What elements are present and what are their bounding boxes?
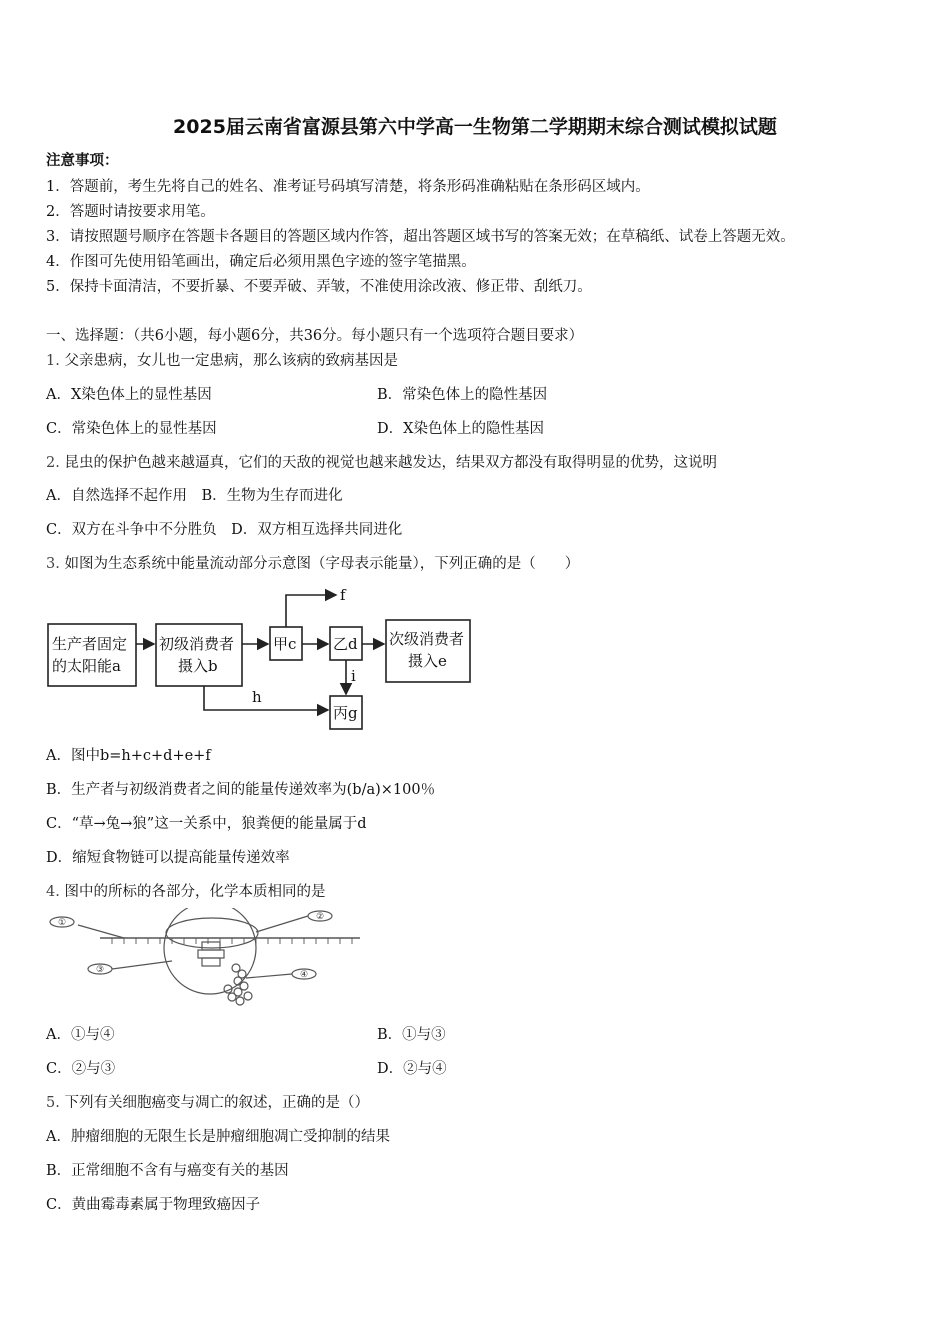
q4-option-d: D．②与④: [377, 1061, 447, 1077]
q3-option-a: A．图中b=h+c+d+e+f: [46, 748, 211, 764]
section-heading: 一、选择题：（共6小题，每小题6分，共36分。每小题只有一个选项符合题目要求）: [46, 328, 584, 344]
notice-item-4: 4．作图可先使用铅笔画出，确定后必须用黑色字迹的签字笔描黑。: [46, 254, 476, 270]
bing-label: 丙g: [333, 704, 358, 722]
h-label: h: [252, 688, 262, 706]
q1-option-a: A．X染色体上的显性基因: [46, 387, 212, 403]
yi-label: 乙d: [333, 635, 358, 653]
label-1: ①: [57, 918, 67, 928]
q5-option-c: C．黄曲霉毒素属于物理致癌因子: [46, 1197, 261, 1213]
label-4: ④: [299, 970, 309, 980]
jia-label: 甲c: [273, 635, 297, 653]
q1-option-c: C．常染色体上的显性基因: [46, 421, 217, 437]
question-stem: 昆虫的保护色越来越逼真，它们的天敌的视觉也越来越发达，结果双方都没有取得明显的优势，这说明: [64, 455, 717, 471]
membrane-diagram: [42, 908, 372, 1013]
bead-chain: [224, 964, 252, 1005]
producer-label-1: 生产者固定: [52, 635, 128, 653]
page-title: 2025届云南省富源县第六中学高一生物第二学期期末综合测试模拟试题: [173, 116, 777, 138]
notice-item-1: 1．答题前，考生先将自己的姓名、准考证号码填写清楚，将条形码准确粘贴在条形码区域内。: [46, 179, 650, 195]
question-5: [46, 1094, 369, 1112]
primary-consumer-box: [156, 624, 242, 686]
question-stem: 图中的所标的各部分，化学本质相同的是: [64, 884, 326, 900]
producer-box: [48, 624, 136, 686]
notice-heading: 注意事项：: [46, 152, 119, 169]
f-label: f: [340, 586, 346, 604]
q3-option-b: B．生产者与初级消费者之间的能量传递效率为(b/a)×100％: [46, 782, 436, 798]
question-number: 1.: [46, 353, 60, 369]
q4-option-b: B．①与③: [377, 1027, 446, 1043]
question-number: 5.: [46, 1095, 60, 1111]
q3-option-c: C．“草→兔→狼”这一关系中，狼粪便的能量属于d: [46, 816, 367, 832]
notice-item-2: 2．答题时请按要求用笔。: [46, 204, 215, 220]
energy-flow-diagram: [40, 582, 480, 742]
q2-options-cd: C．双方在斗争中不分胜负 D．双方相互选择共同进化: [46, 522, 403, 538]
notice-item-5: 5．保持卡面清洁，不要折暴、不要弄破、弄皱，不准使用涂改液、修正带、刮纸刀。: [46, 279, 592, 295]
question-number: 4.: [46, 884, 60, 900]
question-1: [46, 352, 398, 370]
i-label: i: [351, 667, 356, 685]
q3-option-d: D．缩短食物链可以提高能量传递效率: [46, 850, 290, 866]
primary-label-1: 初级消费者: [159, 635, 235, 653]
question-2: [46, 454, 717, 472]
q5-option-b: B．正常细胞不含有与癌变有关的基因: [46, 1163, 289, 1179]
q4-option-a: A．①与④: [46, 1027, 115, 1043]
label-2: ②: [315, 912, 325, 922]
secondary-label-1: 次级消费者: [389, 630, 465, 648]
question-number: 2.: [46, 455, 60, 471]
q5-option-a: A．肿瘤细胞的无限生长是肿瘤细胞凋亡受抑制的结果: [46, 1129, 390, 1145]
question-stem: 父亲患病，女儿也一定患病，那么该病的致病基因是: [64, 353, 398, 369]
q1-option-b: B．常染色体上的隐性基因: [377, 387, 548, 403]
primary-label-2: 摄入b: [178, 657, 218, 675]
producer-label-2: 的太阳能a: [52, 657, 121, 675]
q4-option-c: C．②与③: [46, 1061, 116, 1077]
notice-item-3: 3．请按照题号顺序在答题卡各题目的答题区域内作答，超出答题区域书写的答案无效；在草稿纸、试卷上答题无效。: [46, 229, 795, 245]
question-stem: 如图为生态系统中能量流动部分示意图（字母表示能量），下列正确的是（ ）: [64, 556, 580, 572]
surface-protein: [166, 918, 258, 948]
question-4: [46, 883, 325, 901]
secondary-label-2: 摄入e: [408, 652, 447, 670]
question-stem: 下列有关细胞癌变与凋亡的叙述，正确的是（）: [64, 1095, 369, 1111]
q2-options-ab: A．自然选择不起作用 B．生物为生存而进化: [46, 488, 343, 504]
question-3: [46, 555, 579, 573]
question-number: 3.: [46, 556, 60, 572]
q1-option-d: D．X染色体上的隐性基因: [377, 421, 544, 437]
label-3: ③: [95, 965, 105, 975]
